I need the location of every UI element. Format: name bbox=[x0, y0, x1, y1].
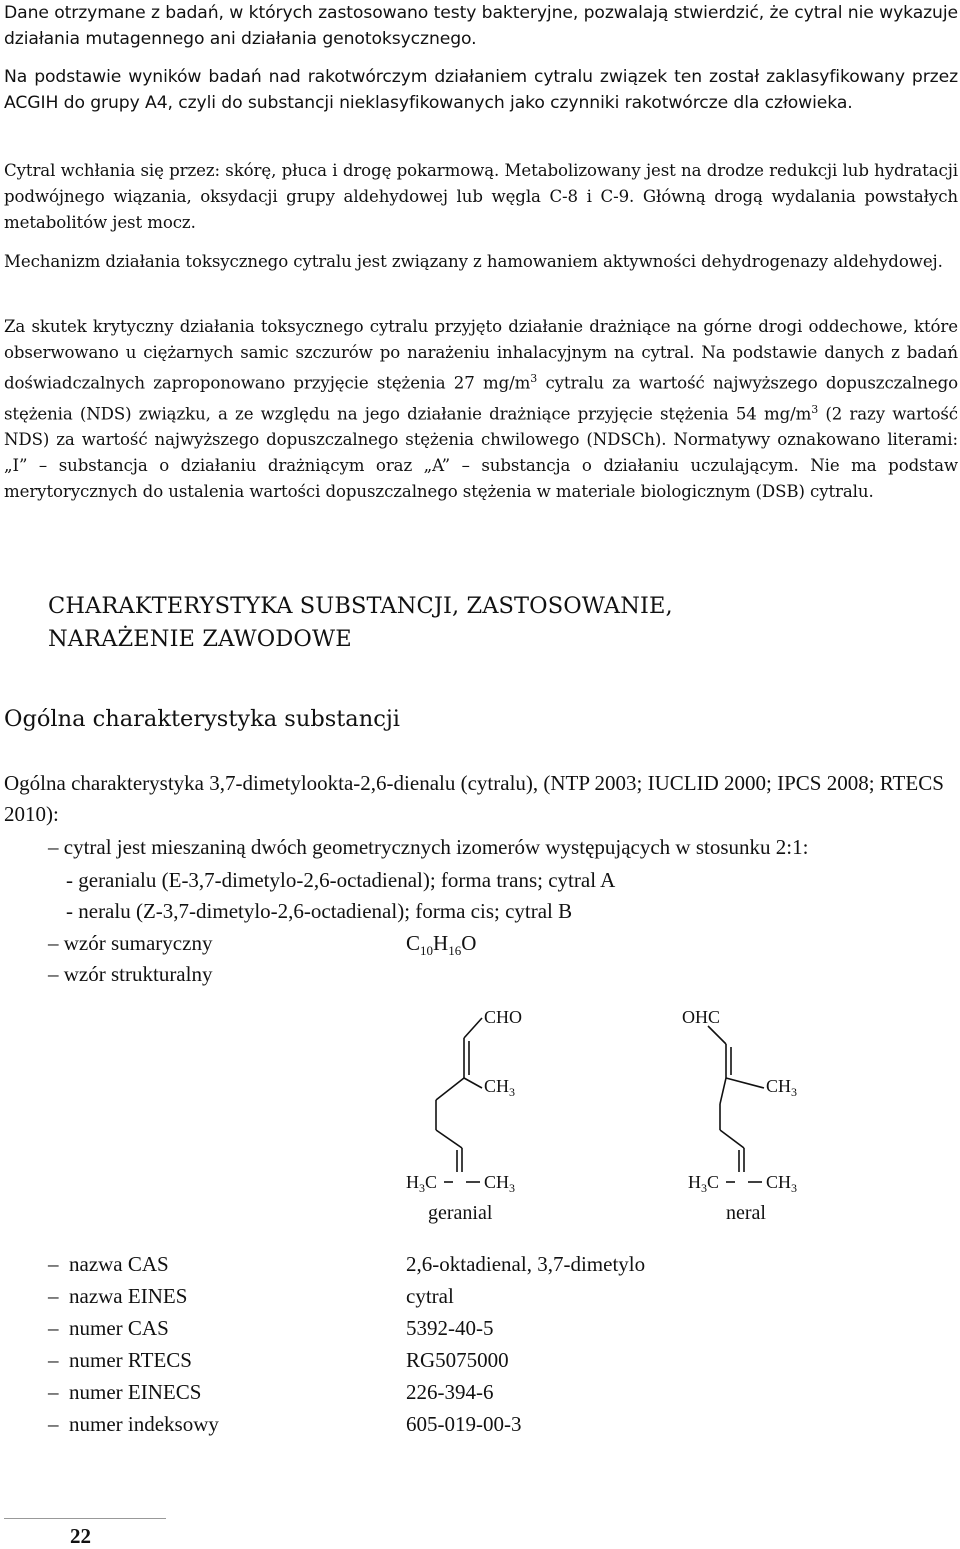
neral-methyl-label: $CH_3$ bbox=[766, 1076, 798, 1099]
structural-label: wzór strukturalny bbox=[63, 962, 213, 986]
paragraph-mechanism: Mechanizm działania toksycznego cytralu jest związany z hamowaniem aktywności dehydrogenazy aldehydowej. bbox=[4, 252, 943, 271]
footer-rule bbox=[4, 1518, 166, 1519]
identifier-value: 2,6-oktadienal, 3,7-dimetylo bbox=[406, 1252, 646, 1276]
identifier-value: cytral bbox=[406, 1284, 454, 1308]
paragraph-mutagenicity: Dane otrzymane z badań, w których zastosowano testy bakteryjne, pozwalają stwierdzić, że cytral nie wykazuje działania mutagennego ani działania genotoksycznego. bbox=[4, 3, 958, 49]
section-heading bbox=[48, 590, 673, 656]
identifier-label: – numer CAS bbox=[48, 1316, 169, 1340]
identifier-label: – numer indeksowy bbox=[48, 1412, 219, 1436]
general-intro: Ogólna charakterystyka 3,7-dimetylookta-2,6-dienalu (cytralu), (NTP 2003; IUCLID 2000; IPCS 2008; RTECS 2010): bbox=[4, 771, 944, 826]
neral-skeleton bbox=[682, 1000, 832, 1195]
dash-bullet: – bbox=[48, 962, 59, 986]
neral-ohc-label: OHC bbox=[682, 1007, 721, 1027]
superscript-2: 3 bbox=[811, 402, 819, 416]
paragraph-carcinogenicity: Na podstawie wyników badań nad rakotwórczym działaniem cytralu związek ten został zaklasyfikowany przez ACGIH do grupy A4, czyli do substancji nieklasyfikowanych jako czynniki rakotwórcze dla człowieka. bbox=[4, 67, 958, 113]
superscript-1: 3 bbox=[530, 372, 538, 385]
section-heading-line-2: NARAŻENIE ZAWODOWE bbox=[48, 626, 352, 652]
neral-h3c-label: $H_3C$ bbox=[688, 1172, 720, 1195]
identifier-label: – nazwa CAS bbox=[48, 1252, 169, 1276]
geranial-ch3-label: $CH_3$ bbox=[484, 1172, 516, 1195]
geranial-skeleton bbox=[400, 1000, 550, 1195]
page-number: 22 bbox=[70, 1524, 91, 1548]
paragraph-absorption: Cytral wchłania się przez: skórę, płuca i drogę pokarmową. Metabolizowany jest na drodze redukcji lub hydratacji podwójnego wiązania, oksydacji grupy aldehydowej lub węgla C-8 i C-9. Główną drogą wydalania powstałych metabolitów jest mocz. bbox=[4, 161, 958, 232]
mixture-item bbox=[48, 835, 808, 860]
identifier-value: 226-394-6 bbox=[406, 1380, 494, 1404]
subsection-heading: Ogólna charakterystyka substancji bbox=[4, 706, 400, 732]
identifier-value: 5392-40-5 bbox=[406, 1316, 494, 1340]
formula-h: H bbox=[433, 931, 449, 955]
neral-caption: neral bbox=[726, 1202, 766, 1224]
identifier-label: – nazwa EINES bbox=[48, 1284, 188, 1308]
neral-ch3-label: $CH_3$ bbox=[766, 1172, 798, 1195]
isomer-b: - neralu (Z-3,7-dimetylo-2,6-octadienal); forma cis; cytral B bbox=[66, 899, 573, 923]
formula-h-sub: 16 bbox=[448, 943, 462, 959]
formula-item bbox=[48, 931, 212, 956]
mixture-text: cytral jest mieszaniną dwóch geometrycznych izomerów występujących w stosunku 2:1: bbox=[63, 835, 809, 859]
critical-effect-part-1: Za skutek krytyczny działania toksycznego cytralu przyjęto działanie drażniące na górne drogi oddechowe, które obserwowano u ciężarnych samic szczurów po narażeniu inhalacyjnym na cytral. Na podstawie danych z badań doświadczalnych zaproponowano przyjęcie stężenia 27 mg/m bbox=[4, 317, 958, 393]
section-heading-line-1: CHARAKTERYSTYKA SUBSTANCJI, ZASTOSOWANIE, bbox=[48, 593, 673, 619]
identifier-label: – numer RTECS bbox=[48, 1348, 192, 1372]
isomer-a: - geranialu (E-3,7-dimetylo-2,6-octadienal); forma trans; cytral A bbox=[66, 868, 616, 892]
neral-structure bbox=[682, 1000, 832, 1200]
dash-bullet: – bbox=[48, 931, 59, 955]
formula-label: wzór sumaryczny bbox=[63, 931, 213, 955]
dash-bullet: – bbox=[48, 835, 59, 859]
critical-effect-part-3: (2 razy wartość NDS) za wartość najwyższego dopuszczalnego stężenia chwilowego (NDSCh). Normatywy oznakowano literami: „I” – substancja o działaniu drażniącym oraz „A” – substancja o działaniu uczulającym. Nie ma podstaw merytorycznych do ustalenia wartości dopuszczalnego stężenia w materiale biologicznym (DSB) cytralu. bbox=[4, 404, 958, 502]
geranial-caption: geranial bbox=[428, 1202, 493, 1224]
geranial-methyl-label: $CH_3$ bbox=[484, 1076, 516, 1099]
identifier-value: 605-019-00-3 bbox=[406, 1412, 522, 1436]
identifier-label: – numer EINECS bbox=[48, 1380, 202, 1404]
geranial-h3c-label: $H_3C$ bbox=[406, 1172, 438, 1195]
formula-c-sub: 10 bbox=[420, 943, 434, 959]
critical-effect-part-2: cytralu za wartość najwyższego dopuszczalnego stężenia (NDS) związku, a ze względu na jego działanie drażniące przyjęcie stężenia 54 mg/m bbox=[4, 373, 958, 424]
formula-o: O bbox=[461, 931, 477, 955]
formula-c: C bbox=[406, 931, 421, 955]
structural-item bbox=[48, 962, 212, 987]
identifier-value: RG5075000 bbox=[406, 1348, 509, 1372]
geranial-cho-label: CHO bbox=[484, 1007, 523, 1027]
geranial-structure bbox=[400, 1000, 550, 1200]
paragraph-critical-effect bbox=[4, 314, 958, 505]
molecular-formula bbox=[406, 931, 476, 959]
